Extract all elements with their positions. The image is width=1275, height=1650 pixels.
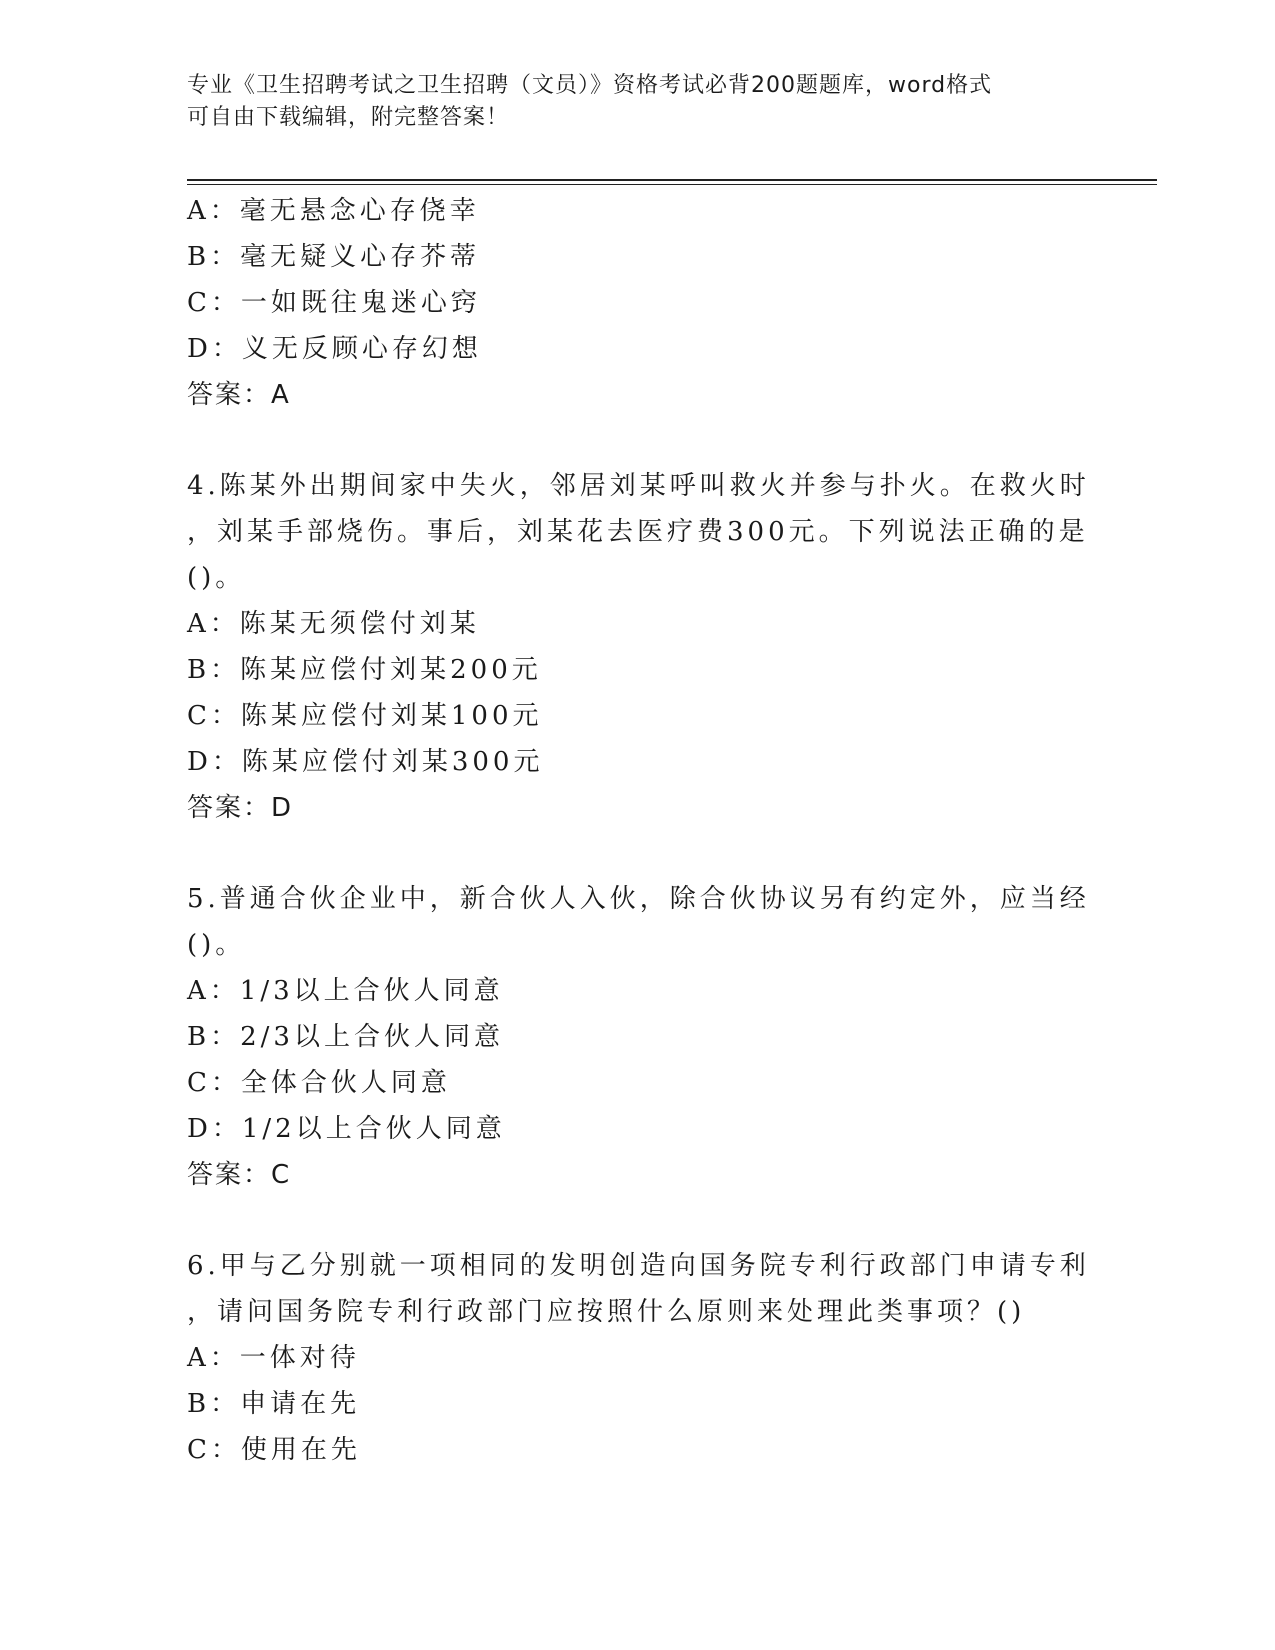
- document-header: [187, 70, 1087, 134]
- option-b: B：陈某应偿付刘某200元: [187, 655, 542, 685]
- option-a: A：毫无悬念心存侥幸: [187, 196, 480, 226]
- question-stem-line: 6.甲与乙分别就一项相同的发明创造向国务院专利行政部门申请专利: [187, 1251, 1090, 1281]
- question-stem-line: ()。: [187, 930, 246, 960]
- question-stem-line: 4.陈某外出期间家中失火，邻居刘某呼叫救火并参与扑火。在救火时: [187, 471, 1090, 501]
- option-d: D：义无反顾心存幻想: [187, 334, 482, 364]
- question-stem-line: 5.普通合伙企业中，新合伙人入伙，除合伙协议另有约定外，应当经: [187, 884, 1090, 914]
- option-c: C：一如既往鬼迷心窍: [187, 288, 481, 318]
- option-b: B：毫无疑义心存芥蒂: [187, 242, 481, 272]
- question-list: [187, 188, 1090, 1473]
- option-c: C：陈某应偿付刘某100元: [187, 701, 543, 731]
- spacer: [187, 418, 1067, 463]
- option-c: C：全体合伙人同意: [187, 1068, 451, 1098]
- question-5: [187, 876, 1090, 1198]
- option-c: C：使用在先: [187, 1435, 361, 1465]
- option-d: D：1/2以上合伙人同意: [187, 1114, 506, 1144]
- option-d: D：陈某应偿付刘某300元: [187, 747, 544, 777]
- header-line-1: 专业《卫生招聘考试之卫生招聘（文员）》资格考试必背200题题库，word格式: [187, 73, 993, 98]
- question-stem-line: ，请问国务院专利行政部门应按照什么原则来处理此类事项？(): [187, 1297, 1026, 1327]
- header-divider-thin: [187, 184, 1157, 185]
- spacer: [187, 1198, 1067, 1243]
- answer-label: 答案：D: [187, 793, 294, 823]
- answer-label: 答案：A: [187, 380, 291, 410]
- question-stem-line: ，刘某手部烧伤。事后，刘某花去医疗费300元。下列说法正确的是: [187, 517, 1089, 547]
- option-a: A：陈某无须偿付刘某: [187, 609, 480, 639]
- option-b: B：申请在先: [187, 1389, 361, 1419]
- question-4: [187, 463, 1090, 831]
- header-divider-thick: [187, 179, 1157, 181]
- option-b: B：2/3以上合伙人同意: [187, 1022, 504, 1052]
- spacer: [187, 831, 1067, 876]
- question-3: [187, 188, 1067, 418]
- answer-label: 答案：C: [187, 1160, 292, 1190]
- question-6: [187, 1243, 1090, 1473]
- question-stem-line: ()。: [187, 563, 246, 593]
- option-a: A：一体对待: [187, 1343, 360, 1373]
- header-line-2: 可自由下载编辑，附完整答案！: [187, 105, 510, 130]
- option-a: A：1/3以上合伙人同意: [187, 976, 504, 1006]
